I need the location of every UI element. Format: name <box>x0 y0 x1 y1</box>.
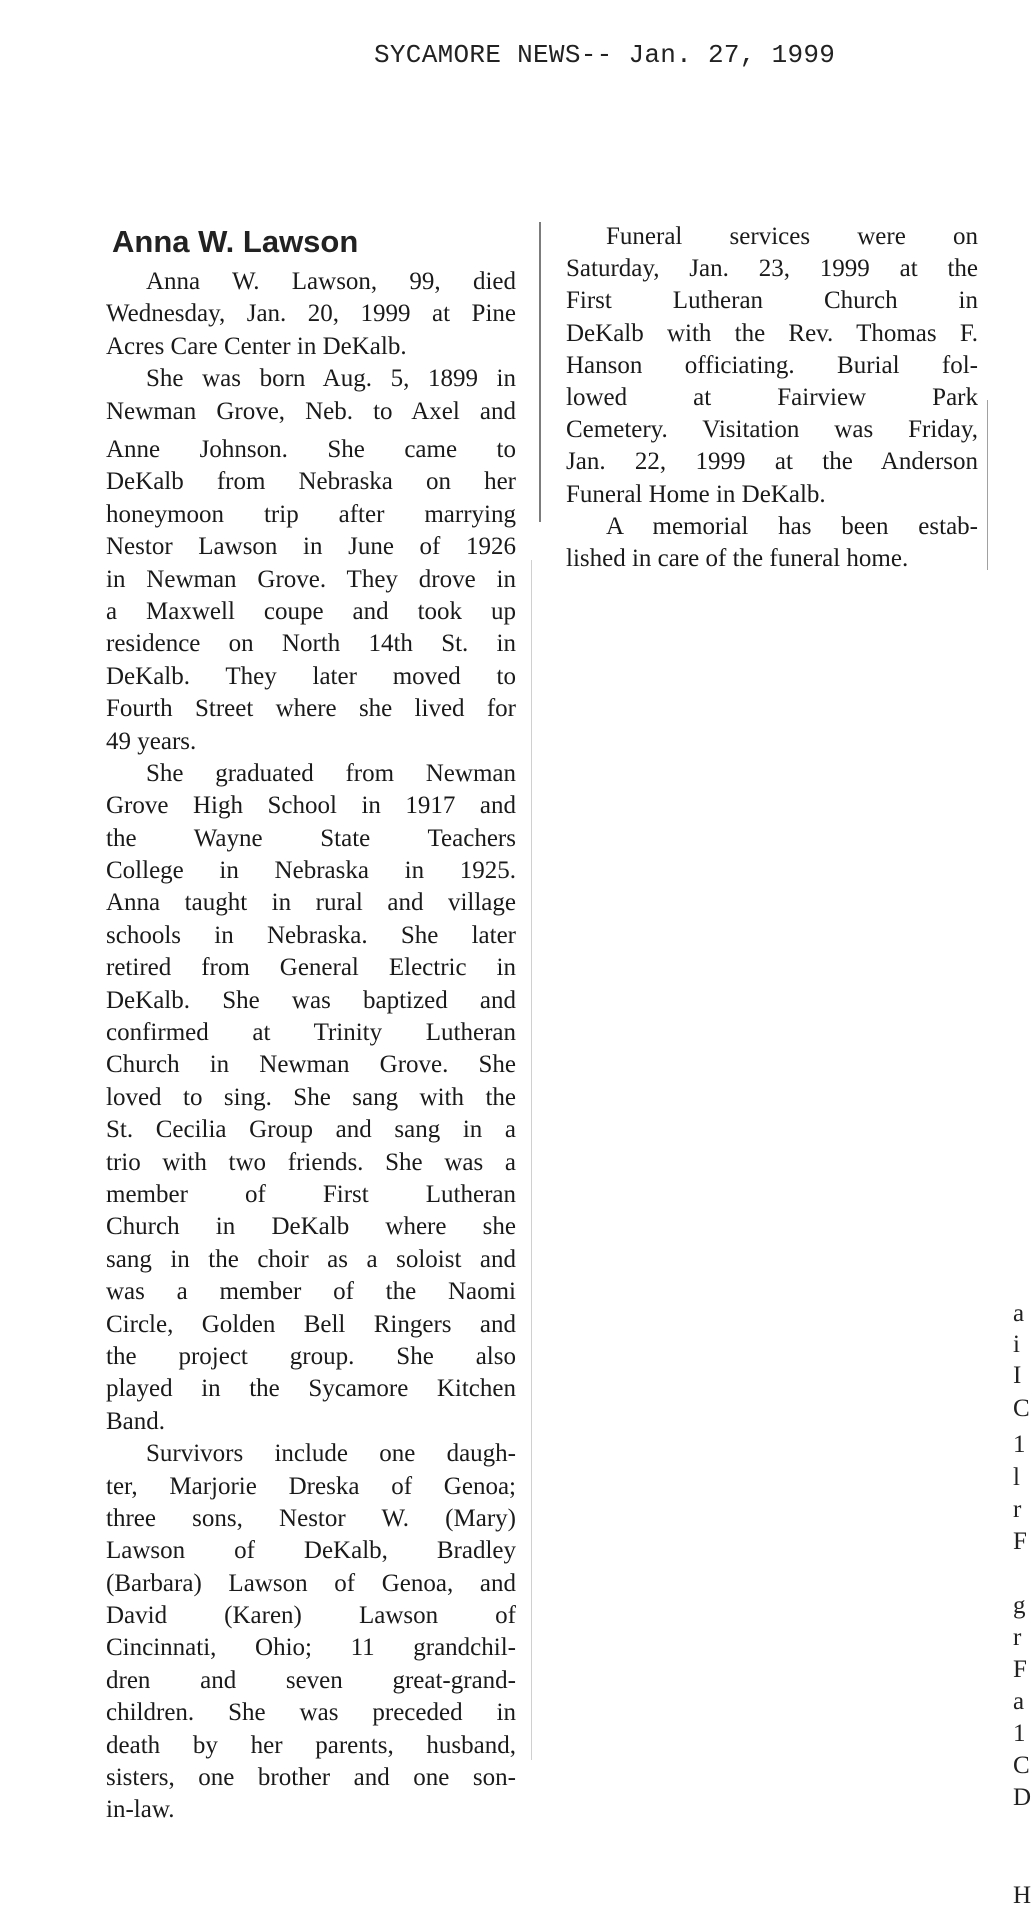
text-line: member of First Lutheran <box>106 1180 516 1208</box>
text-line: trio with two friends. She was a <box>106 1148 516 1176</box>
text-fragment: 1 <box>1013 1720 1026 1747</box>
text-line: Grove High School in 1917 and <box>106 792 516 820</box>
text-line: Band. <box>106 1407 166 1435</box>
text-line: Newman Grove, Neb. to Axel and <box>106 397 516 425</box>
text-fragment: r <box>1013 1496 1022 1523</box>
text-line: She graduated from Newman <box>146 759 516 787</box>
text-line: children. She was preceded in <box>106 1699 516 1727</box>
text-line: lished in care of the funeral home. <box>566 544 909 572</box>
left-column-top <box>106 266 516 428</box>
text-line: schools in Nebraska. She later <box>106 921 516 949</box>
text-line: Hanson officiating. Burial fol- <box>566 351 978 379</box>
text-line: Anna taught in rural and village <box>106 889 516 917</box>
text-line: Saturday, Jan. 23, 1999 at the <box>566 255 978 283</box>
text-line: honeymoon trip after marrying <box>106 500 516 528</box>
text-line: residence on North 14th St. in <box>106 630 516 658</box>
text-line: played in the Sycamore Kitchen <box>106 1375 516 1403</box>
text-line: DeKalb from Nebraska on her <box>106 468 516 496</box>
text-fragment: i <box>1013 1331 1020 1358</box>
text-line: Anna W. Lawson, 99, died <box>146 268 516 295</box>
newspaper-header: SYCAMORE NEWS-- Jan. 27, 1999 <box>374 40 836 70</box>
text-fragment: H <box>1013 1882 1031 1909</box>
text-line: Funeral services were on <box>606 223 978 250</box>
text-line: David (Karen) Lawson of <box>106 1602 516 1630</box>
text-line: a Maxwell coupe and took up <box>106 597 516 625</box>
text-fragment: F <box>1013 1528 1027 1555</box>
text-fragment: g <box>1013 1592 1026 1619</box>
text-line: sang in the choir as a soloist and <box>106 1245 516 1273</box>
text-line: 49 years. <box>106 727 197 755</box>
text-fragment: l <box>1013 1464 1020 1491</box>
text-fragment: I <box>1013 1362 1022 1389</box>
text-line: College in Nebraska in 1925. <box>106 857 516 885</box>
text-line: dren and seven great-grand- <box>106 1666 516 1694</box>
text-fragment: a <box>1013 1300 1025 1327</box>
text-line: DeKalb with the Rev. Thomas F. <box>566 319 978 347</box>
text-line: St. Cecilia Group and sang in a <box>106 1116 516 1144</box>
text-line: DeKalb. They later moved to <box>106 662 516 690</box>
text-line: Jan. 22, 1999 at the Anderson <box>566 448 978 476</box>
text-line: the project group. She also <box>106 1342 516 1370</box>
text-line: was a member of the Naomi <box>106 1278 516 1306</box>
text-line: in Newman Grove. They drove in <box>106 565 516 593</box>
text-line: Church in DeKalb where she <box>106 1213 516 1241</box>
text-line: loved to sing. She sang with the <box>106 1083 516 1111</box>
text-line: Church in Newman Grove. She <box>106 1051 516 1079</box>
column-divider-faint <box>531 560 532 1760</box>
text-line: confirmed at Trinity Lutheran <box>106 1019 516 1047</box>
text-line: three sons, Nestor W. (Mary) <box>106 1504 516 1532</box>
text-line: Funeral Home in DeKalb. <box>566 480 826 508</box>
text-fragment: F <box>1013 1656 1027 1683</box>
text-line: in-law. <box>106 1796 175 1824</box>
text-line: Anne Johnson. She came to <box>106 436 516 463</box>
left-column-bottom <box>106 434 516 1827</box>
text-fragment: a <box>1013 1688 1025 1715</box>
text-line: A memorial has been estab- <box>606 512 978 540</box>
text-line: (Barbara) Lawson of Genoa, and <box>106 1569 516 1597</box>
text-line: the Wayne State Teachers <box>106 824 516 852</box>
text-line: Circle, Golden Bell Ringers and <box>106 1310 516 1338</box>
text-line: DeKalb. She was baptized and <box>106 986 516 1014</box>
text-fragment: C <box>1013 1752 1030 1779</box>
text-line: First Lutheran Church in <box>566 287 978 315</box>
text-line: retired from General Electric in <box>106 954 516 982</box>
text-line: Survivors include one daugh- <box>146 1440 516 1468</box>
text-line: She was born Aug. 5, 1899 in <box>146 365 516 393</box>
article-title: Anna W. Lawson <box>112 224 359 259</box>
text-line: Fourth Street where she lived for <box>106 695 516 723</box>
text-fragment: r <box>1013 1624 1022 1651</box>
text-line: Cincinnati, Ohio; 11 grandchil- <box>106 1634 516 1662</box>
text-line: Cemetery. Visitation was Friday, <box>566 416 978 444</box>
text-line: Nestor Lawson in June of 1926 <box>106 533 516 561</box>
text-fragment: C <box>1013 1395 1030 1422</box>
right-column <box>566 221 978 575</box>
text-line: Acres Care Center in DeKalb. <box>106 332 407 360</box>
text-line: death by her parents, husband, <box>106 1731 516 1759</box>
column-divider <box>539 222 541 522</box>
text-line: Wednesday, Jan. 20, 1999 at Pine <box>106 300 516 328</box>
right-edge-rule <box>987 400 988 570</box>
text-fragment: 1 <box>1013 1431 1026 1458</box>
text-line: sisters, one brother and one son- <box>106 1764 516 1792</box>
text-line: Lawson of DeKalb, Bradley <box>106 1537 516 1565</box>
text-line: ter, Marjorie Dreska of Genoa; <box>106 1472 516 1500</box>
text-fragment: D <box>1013 1784 1031 1811</box>
text-line: lowed at Fairview Park <box>566 383 978 411</box>
